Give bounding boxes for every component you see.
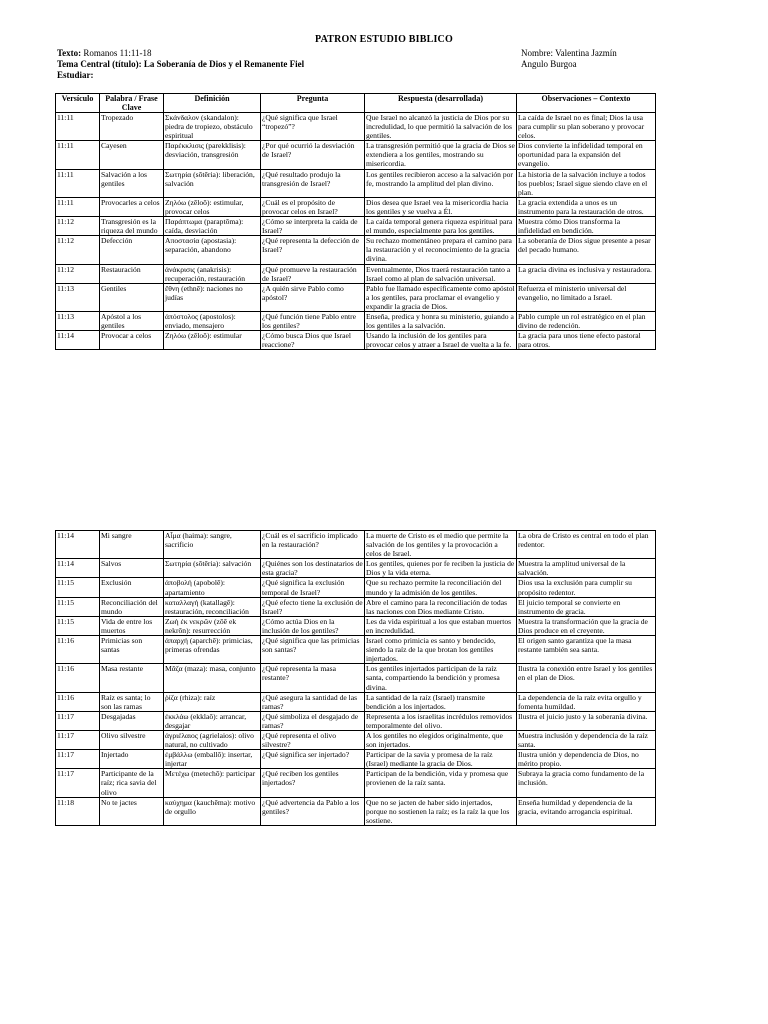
pregunta-cell: ¿Qué significa que las primicias son santas? <box>261 636 365 664</box>
tema-line <box>57 59 477 70</box>
versiculo-cell: 11:16 <box>56 636 100 664</box>
table-row <box>56 283 656 311</box>
definicion-cell: Μετέχω (metechō): participar <box>164 769 261 797</box>
definicion-cell: καύχημα (kauchēma): motivo de orgullo <box>164 797 261 825</box>
observaciones-cell: Ilustra el juicio justo y la soberanía divina. <box>517 711 656 730</box>
respuesta-cell: Eventualmente, Dios traerá restauración tanto a Israel como al plan de salvación universal. <box>365 264 517 283</box>
document-title: PATRON ESTUDIO BIBLICO <box>315 34 453 45</box>
observaciones-cell: Dios convierte la infidelidad temporal en oportunidad para la expansión del evangelio. <box>517 141 656 169</box>
tema-label: Tema Central (título): <box>57 59 142 69</box>
table-row <box>56 311 656 330</box>
versiculo-cell: 11:11 <box>56 169 100 197</box>
pregunta-cell: ¿Quiénes son los destinatarios de esta gracia? <box>262 559 363 578</box>
palabra-cell: Salvos <box>100 559 164 578</box>
observaciones-cell: Ilustra la conexión entre Israel y los gentiles en el plan de Dios. <box>517 664 656 692</box>
pregunta-cell: ¿Qué resultado produjo la transgresión de Israel? <box>261 169 365 197</box>
respuesta-cell: Israel como primicia es santo y bendecido, siendo la raíz de la que brotan los gentiles injertados. <box>365 636 517 664</box>
observaciones-cell: Pablo cumple un rol estratégico en el plan divino de redención. <box>517 311 656 330</box>
pregunta-cell: ¿Qué representa la masa restante? <box>261 664 365 692</box>
respuesta-cell: Representa a los israelitas incrédulos removidos temporalmente del olivo. <box>365 711 517 730</box>
respuesta-cell: A los gentiles no elegidos originalmente, que son injertados. <box>365 730 517 749</box>
palabra-cell: Apóstol a los gentiles <box>100 311 164 330</box>
palabra-cell: No te jactes <box>100 797 164 825</box>
versiculo-cell: 11:17 <box>56 750 100 769</box>
versiculo-cell: 11:15 <box>56 597 100 616</box>
definicion-cell: ἀγριέλαιος (agrielaios): olivo natural, no cultivado <box>164 730 261 749</box>
versiculo-cell: 11:14 <box>56 331 100 350</box>
study-info <box>57 48 477 81</box>
definicion-cell: Αἷμα (haima): sangre, sacrificio <box>164 531 261 559</box>
table-row <box>56 636 656 664</box>
table-row <box>56 616 656 635</box>
tema-value: La Soberanía de Dios y el Remanente Fiel <box>141 59 305 69</box>
pregunta-cell: ¿Cómo se interpreta la caída de Israel? <box>261 217 365 236</box>
pregunta-cell: ¿Qué advertencia da Pablo a los gentiles? <box>261 797 365 825</box>
observaciones-cell: La gracia para unos tiene efecto pastoral para otros. <box>517 331 656 350</box>
definicion-cell: Ζηλόω (zēloō): estimular, provocar celos <box>164 197 261 216</box>
observaciones-cell: El origen santo garantiza que la masa restante también sea santa. <box>517 636 656 664</box>
versiculo-cell: 11:11 <box>56 197 100 216</box>
table-row <box>56 197 656 216</box>
observaciones-cell: Enseña humildad y dependencia de la gracia, evitando arrogancia espiritual. <box>517 797 656 825</box>
observaciones-cell: La dependencia de la raíz evita orgullo y fomenta humildad. <box>517 692 656 711</box>
pregunta-cell: ¿Qué significa la exclusión temporal de Israel? <box>261 578 365 597</box>
table-row <box>56 797 656 825</box>
pregunta-cell: ¿Qué asegura la santidad de las ramas? <box>261 692 365 711</box>
definicion-cell: Μᾶζα (maza): masa, conjunto <box>164 664 261 692</box>
definicion-cell: Σωτηρία (sōtēria): salvación <box>164 559 261 578</box>
observaciones-cell: Muestra la amplitud universal de la salvación. <box>517 559 656 578</box>
palabra-cell: Raíz es santa; lo son las ramas <box>100 692 164 711</box>
pregunta-cell: ¿Por qué ocurrió la desviación de Israel? <box>261 141 365 169</box>
palabra-cell: Reconciliación del mundo <box>100 597 164 616</box>
definicion-cell: ῥίζα (rhiza): raíz <box>164 692 261 711</box>
respuesta-cell: Usando la inclusión de los gentiles para provocar celos y atraer a Israel de vuelta a la fe. <box>365 331 517 350</box>
palabra-cell: Primicias son santas <box>100 636 164 664</box>
table-row <box>56 559 656 578</box>
table-row <box>56 141 656 169</box>
pregunta-cell: ¿Cómo busca Dios que Israel reaccione? <box>261 331 365 350</box>
pregunta-cell: ¿Qué significa ser injertado? <box>261 750 365 769</box>
nombre-line-1: Nombre: Valentina Jazmín <box>521 48 617 58</box>
texto-line <box>57 48 477 59</box>
respuesta-cell: Les da vida espiritual a los que estaban muertos en incredulidad. <box>365 616 517 635</box>
table-row <box>56 664 656 692</box>
pregunta-cell: ¿Qué reciben los gentiles injertados? <box>261 769 365 797</box>
pregunta-cell: ¿Qué representa la defección de Israel? <box>261 236 365 264</box>
study-table-2 <box>55 530 656 826</box>
palabra-cell: Cayesen <box>100 141 164 169</box>
respuesta-cell: La santidad de la raíz (Israel) transmite bendición a los injertados. <box>365 692 517 711</box>
definicion-header: Definición <box>164 94 261 113</box>
pregunta-cell: ¿Cuál es el sacrificio implicado en la restauración? <box>261 531 365 559</box>
versiculo-cell: 11:12 <box>56 264 100 283</box>
palabra-cell: Restauración <box>100 264 164 283</box>
palabra-cell: Olivo silvestre <box>100 730 164 749</box>
palabra-cell: Injertado <box>100 750 164 769</box>
pregunta-cell: ¿Qué función tiene Pablo entre los gentiles? <box>261 311 365 330</box>
definicion-cell: Αποστασία (apostasia): separación, abandono <box>164 236 261 264</box>
table-row <box>56 578 656 597</box>
definicion-cell: ἀνάκρισις (anakrisis): recuperación, restauración <box>164 264 261 283</box>
pregunta-cell: ¿Cuál es el propósito de provocar celos en Israel? <box>261 197 365 216</box>
pregunta-cell: ¿Qué representa el olivo silvestre? <box>261 730 365 749</box>
respuesta-cell: La muerte de Cristo es el medio que permite la salvación de los gentiles y la provocación a celos de Israel. <box>365 531 517 559</box>
table-row <box>56 217 656 236</box>
pregunta-cell: ¿A quién sirve Pablo como apóstol? <box>261 283 365 311</box>
student-name <box>521 48 721 70</box>
respuesta-cell: Pablo fue llamado específicamente como apóstol a los gentiles, para proclamar el evangelio y expandir la gracia de Dios. <box>366 283 515 311</box>
versiculo-cell: 11:17 <box>56 769 100 797</box>
definicion-cell: Σωτηρία (sōtēria): liberación, salvación <box>164 169 261 197</box>
pregunta-cell: ¿Qué efecto tiene la exclusión de Israel? <box>262 597 363 616</box>
palabra-cell: Masa restante <box>100 664 164 692</box>
definicion-cell: καταλλαγή (katallagē): restauración, reconciliación <box>164 597 261 616</box>
observaciones-cell: Ilustra unión y dependencia de Dios, no mérito propio. <box>517 750 656 769</box>
pregunta-cell: ¿Cómo actúa Dios en la inclusión de los gentiles? <box>261 616 365 635</box>
table-2-body <box>56 531 656 826</box>
estudiar-label: Estudiar: <box>57 70 94 80</box>
respuesta-cell: Participan de la bendición, vida y promesa que provienen de la raíz santa. <box>365 769 517 797</box>
respuesta-cell: La transgresión permitió que la gracia de Dios se extendiera a los gentiles, mostrando su misericordia. <box>366 141 515 169</box>
respuesta-cell: Los gentiles, quienes por fe reciben la justicia de Dios y la vida eterna. <box>365 559 517 578</box>
observaciones-cell: La obra de Cristo es central en todo el plan redentor. <box>517 531 656 559</box>
table-row <box>56 750 656 769</box>
definicion-cell: Ζωὴ ἐκ νεκρῶν (zōē ek nekrōn): resurrección <box>164 616 261 635</box>
observaciones-cell: La soberanía de Dios sigue presente a pesar del pecado humano. <box>517 236 656 264</box>
observaciones-cell: Muestra la transformación que la gracia de Dios produce en el creyente. <box>517 616 656 635</box>
versiculo-cell: 11:16 <box>56 664 100 692</box>
observaciones-cell: Refuerza el ministerio universal del evangelio, no limitado a Israel. <box>517 283 656 311</box>
versiculo-cell: 11:12 <box>56 236 100 264</box>
palabra-cell: Provocar a celos <box>100 331 164 350</box>
palabra-cell: Transgresión es la riqueza del mundo <box>100 217 164 236</box>
table-row <box>56 692 656 711</box>
observaciones-cell: La gracia extendida a unos es un instrumento para la restauración de otros. <box>517 197 656 216</box>
table-row <box>56 531 656 559</box>
versiculo-cell: 11:18 <box>56 797 100 825</box>
definicion-cell: Ζηλόω (zēloō): estimular <box>164 331 261 350</box>
versiculo-cell: 11:15 <box>56 616 100 635</box>
palabra-cell: Vida de entre los muertos <box>100 616 164 635</box>
observaciones-cell: La gracia divina es inclusiva y restauradora. <box>517 264 656 283</box>
palabra-cell: Participante de la raíz; rica savia del olivo <box>100 769 164 797</box>
nombre-line-2: Angulo Burgoa <box>521 59 577 69</box>
definicion-cell: ἀπόστολος (apostolos): enviado, mensajero <box>164 311 261 330</box>
versiculo-cell: 11:14 <box>56 531 100 559</box>
pregunta-cell: ¿Qué simboliza el desgajado de ramas? <box>261 711 365 730</box>
versiculo-cell: 11:13 <box>56 311 100 330</box>
study-table-1 <box>55 93 656 350</box>
versiculo-cell: 11:13 <box>56 283 100 311</box>
palabra-cell: Tropezado <box>100 113 164 141</box>
header-row <box>56 94 656 113</box>
observaciones-cell: Muestra cómo Dios transforma la infidelidad en bendición. <box>517 217 656 236</box>
respuesta-cell: Su rechazo momentáneo prepara el camino para la restauración y el reconocimiento de la gracia divina. <box>365 236 517 264</box>
palabra-cell: Gentiles <box>100 283 164 311</box>
versiculo-cell: 11:14 <box>56 559 100 578</box>
versiculo-cell: 11:11 <box>56 141 100 169</box>
respuesta-header: Respuesta (desarrollada) <box>365 94 517 113</box>
table-1-body <box>56 113 656 350</box>
palabra-cell: Defección <box>100 236 164 264</box>
table-row <box>56 730 656 749</box>
versiculo-cell: 11:12 <box>56 217 100 236</box>
table-row <box>56 597 656 616</box>
respuesta-cell: Los gentiles injertados participan de la raíz santa, compartiendo la bendición y promesa divina. <box>365 664 517 692</box>
versiculo-cell: 11:16 <box>56 692 100 711</box>
observaciones-cell: Subraya la gracia como fundamento de la inclusión. <box>517 769 656 797</box>
versiculo-header: Versículo <box>56 94 100 113</box>
observaciones-cell: La historia de la salvación incluye a todos los pueblos; Israel sigue siendo clave en el plan. <box>517 169 656 197</box>
observaciones-cell: El juicio temporal se convierte en instrumento de gracia. <box>517 597 656 616</box>
pregunta-header: Pregunta <box>261 94 365 113</box>
table-row <box>56 113 656 141</box>
table-row <box>56 264 656 283</box>
respuesta-cell: Que Israel no alcanzó la justicia de Dios por su incredulidad, lo que permitió la salvación de los gentiles. <box>365 113 517 141</box>
palabra-cell: Provocarles a celos <box>100 197 164 216</box>
versiculo-cell: 11:15 <box>56 578 100 597</box>
observaciones-cell: Dios usa la exclusión para cumplir su propósito redentor. <box>517 578 656 597</box>
respuesta-cell: Dios desea que Israel vea la misericordia hacia los gentiles y se vuelva a Él. <box>365 197 517 216</box>
texto-value: Romanos 11:11-18 <box>81 48 152 58</box>
pregunta-cell: ¿Qué significa que Israel “tropezó”? <box>261 113 365 141</box>
pregunta-cell: ¿Qué promueve la restauración de Israel? <box>261 264 365 283</box>
definicion-cell: ἐκκλάω (ekklaō): arrancar, desgajar <box>164 711 261 730</box>
versiculo-cell: 11:11 <box>56 113 100 141</box>
respuesta-cell: Que su rechazo permite la reconciliación del mundo y la admisión de los gentiles. <box>365 578 517 597</box>
respuesta-cell: Abre el camino para la reconciliación de todas las naciones con Dios mediante Cristo. <box>365 597 517 616</box>
definicion-cell: ἔθνη (ethnē): naciones no judías <box>164 283 261 311</box>
respuesta-cell: Enseña, predica y honra su ministerio, guiando a los gentiles a la salvación. <box>365 311 517 330</box>
palabra-cell: Salvación a los gentiles <box>100 169 164 197</box>
respuesta-cell: Que no se jacten de haber sido injertados, porque no sostienen la raíz; es la raíz la que los sostiene. <box>365 797 517 825</box>
respuesta-cell: Los gentiles recibieron acceso a la salvación por fe, mostrando la amplitud del plan divino. <box>365 169 517 197</box>
versiculo-cell: 11:17 <box>56 730 100 749</box>
definicion-cell: Παράπτωμα (paraptōma): caída, desviación <box>164 217 261 236</box>
palabra-header: Palabra / Frase Clave <box>100 94 164 113</box>
observaciones-cell: La caída de Israel no es final; Dios la usa para cumplir su plan soberano y provocar celos. <box>517 113 656 141</box>
definicion-cell: ἐμβάλλω (emballō): insertar, injertar <box>164 750 261 769</box>
table-row <box>56 711 656 730</box>
table-row <box>56 769 656 797</box>
palabra-cell: Mi sangre <box>100 531 164 559</box>
observaciones-cell: Muestra inclusión y dependencia de la raíz santa. <box>517 730 656 749</box>
definicion-cell: Παρέκκλισις (parekklisis): desviación, transgresión <box>164 141 261 169</box>
versiculo-cell: 11:17 <box>56 711 100 730</box>
definicion-cell: ἀποβολή (apobolē): apartamiento <box>164 578 261 597</box>
table-row <box>56 331 656 350</box>
definicion-cell: ἀπαρχή (aparchē): primicias, primeras ofrendas <box>164 636 261 664</box>
respuesta-cell: Participar de la savia y promesa de la raíz (Israel) mediante la gracia de Dios. <box>365 750 517 769</box>
table-row <box>56 169 656 197</box>
table-row <box>56 236 656 264</box>
observaciones-header: Observaciones – Contexto <box>517 94 656 113</box>
palabra-cell: Exclusión <box>100 578 164 597</box>
definicion-cell: Σκάνδαλον (skandalon): piedra de tropiezo, obstáculo espiritual <box>164 113 261 141</box>
palabra-cell: Desgajadas <box>100 711 164 730</box>
texto-label: Texto: <box>57 48 82 58</box>
respuesta-cell: La caída temporal genera riqueza espiritual para el mundo, especialmente para los gentiles. <box>365 217 517 236</box>
